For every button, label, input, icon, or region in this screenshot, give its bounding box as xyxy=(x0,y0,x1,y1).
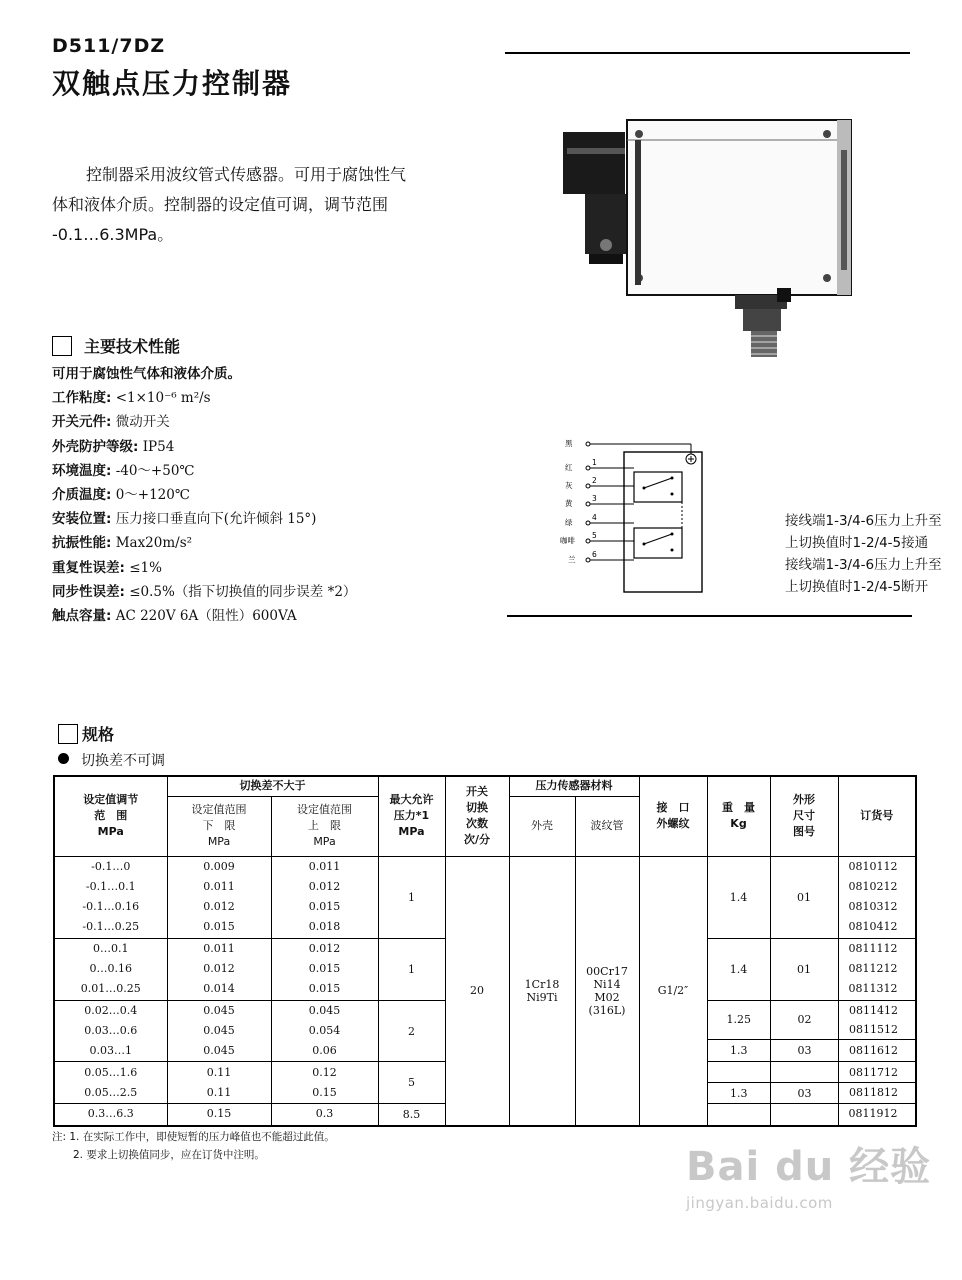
lower-cell: 0.009 0.011 0.012 0.015 xyxy=(167,856,271,938)
col-header-switch-count: 开关 切换 次数 次/分 xyxy=(445,776,509,856)
spec-subheading: 切换差不可调 xyxy=(58,750,165,770)
footnote: 2. 要求上切换值同步，应在订货中注明。 xyxy=(52,1149,265,1161)
spec-row: 触点容量: AC 220V 6A（阻性）600VA xyxy=(52,608,297,625)
section-box-icon xyxy=(58,724,78,744)
drawing-cell: 03 xyxy=(771,1039,839,1061)
max-pressure-cell: 5 xyxy=(378,1062,445,1104)
range-cell: -0.1…0 -0.1…0.1 -0.1…0.16 -0.1…0.25 xyxy=(54,856,167,938)
upper-cell: 0.045 0.054 0.06 xyxy=(271,1000,378,1062)
range-cell: 0.02…0.4 0.03…0.6 0.03…1 xyxy=(54,1000,167,1062)
terminal-number: 6 xyxy=(592,550,597,559)
product-photo xyxy=(555,110,875,370)
wiring-note: 接线端1-3/4-6压力上升至 xyxy=(785,513,942,529)
bullet-icon xyxy=(58,753,69,764)
model-number: D511/7DZ xyxy=(52,35,166,57)
watermark xyxy=(686,1135,931,1212)
lower-cell: 0.045 0.045 0.045 xyxy=(167,1000,271,1062)
spec-row: 工作粘度: <1×10⁻⁶ m²/s xyxy=(52,390,211,407)
lower-cell: 0.11 0.11 xyxy=(167,1062,271,1104)
footnotes xyxy=(52,1128,335,1164)
range-cell: 0…0.1 0…0.16 0.01…0.25 xyxy=(54,938,167,1000)
weight-cell: 1.3 xyxy=(708,1039,771,1061)
housing-cell: 1Cr18 Ni9Ti xyxy=(509,856,575,1126)
wire-label: 灰 xyxy=(565,481,573,490)
intro-paragraph xyxy=(52,160,462,250)
lower-cell: 0.011 0.012 0.014 xyxy=(167,938,271,1000)
spec-list xyxy=(52,362,356,628)
upper-cell: 0.011 0.012 0.015 0.018 xyxy=(271,856,378,938)
wiring-note: 上切换值时1-2/4-5断开 xyxy=(785,579,929,595)
weight-cell: 1.4 xyxy=(707,938,770,1000)
section-title: 主要技术性能 xyxy=(84,337,181,356)
col-header-upper: 设定值范围 上 限 MPa xyxy=(271,796,378,856)
drawing-cell: 01 xyxy=(770,856,838,938)
order-cell: 0811812 xyxy=(849,1086,898,1100)
col-header-sensor-group: 压力传感器材料 xyxy=(509,776,639,796)
intro-line: 体和液体介质。控制器的设定值可调，调节范围 xyxy=(52,195,389,214)
spec-table xyxy=(53,775,917,1127)
col-header-diff-group: 切换差不大于 xyxy=(167,776,378,796)
watermark-url: jingyan.baidu.com xyxy=(686,1194,833,1212)
wiring-note: 上切换值时1-2/4-5接通 xyxy=(785,535,929,551)
watermark-brand: Bai du 经验 xyxy=(686,1144,932,1190)
upper-cell: 0.12 0.15 xyxy=(271,1062,378,1104)
wire-label: 黄 xyxy=(565,499,573,508)
footnote: 注: 1. 在实际工作中，即使短暂的压力峰值也不能超过此值。 xyxy=(52,1131,335,1143)
max-pressure-cell: 1 xyxy=(378,938,445,1000)
wiring-note: 接线端1-3/4-6压力上升至 xyxy=(785,557,942,573)
header-rule xyxy=(505,52,910,54)
page-title: 双触点压力控制器 xyxy=(52,67,293,100)
spec-row: 同步性误差: ≤0.5%（指下切换值的同步误差 *2） xyxy=(52,583,357,600)
upper-cell: 0.012 0.015 0.015 xyxy=(271,938,378,1000)
max-pressure-cell: 8.5 xyxy=(378,1104,445,1126)
wire-label: 咖啡 xyxy=(560,536,575,545)
lower-cell: 0.15 xyxy=(167,1104,271,1126)
weight-subtable xyxy=(708,1001,917,1062)
spec-row: 介质温度: 0～+120℃ xyxy=(52,487,190,504)
wire-label: 红 xyxy=(565,463,573,472)
section-rule xyxy=(507,615,912,617)
spec-lead: 可用于腐蚀性气体和液体介质。 xyxy=(52,366,241,382)
order-cell: 0811612 xyxy=(849,1043,898,1057)
order-cell: 0811912 xyxy=(838,1104,916,1126)
drawing-cell: 02 xyxy=(771,1001,839,1040)
range-cell: 0.3…6.3 xyxy=(54,1104,167,1126)
wiring-notes xyxy=(785,510,942,598)
weight-cell: 1.4 xyxy=(707,856,770,938)
bellows-cell: 00Cr17 Ni14 M02 (316L) xyxy=(575,856,639,1126)
drawing-cell: 01 xyxy=(770,938,838,1000)
wire-label: 绿 xyxy=(565,518,573,527)
range-cell: 0.05…1.6 0.05…2.5 xyxy=(54,1062,167,1104)
col-header-thread: 接 口 外螺纹 xyxy=(639,776,707,856)
weight-subtable xyxy=(708,1062,917,1103)
wiring-diagram xyxy=(560,432,710,597)
spec-row: 抗振性能: Max20m/s² xyxy=(52,535,193,552)
weight-cell: 1.25 xyxy=(708,1001,771,1040)
weight-cell: 1.3 xyxy=(708,1082,771,1103)
spec-row: 重复性误差: ≤1% xyxy=(52,559,162,576)
wire-label: 黑 xyxy=(565,439,573,448)
spec-row: 外壳防护等级: IP54 xyxy=(52,438,175,455)
terminal-number: 3 xyxy=(592,494,597,503)
weight-subgroup xyxy=(707,1062,916,1104)
section-heading-performance xyxy=(52,334,180,357)
spec-row: 安装位置: 压力接口垂直向下(允许倾斜 15°) xyxy=(52,511,317,528)
wire-label: 兰 xyxy=(568,555,576,564)
section-box-icon xyxy=(52,336,72,356)
terminal-number: 4 xyxy=(592,513,597,522)
col-header-range: 设定值调节 范 围 MPa xyxy=(54,776,167,856)
section-title: 规格 xyxy=(82,725,115,744)
col-header-bellows: 波纹管 xyxy=(575,796,639,856)
col-header-weight: 重 量 Kg xyxy=(707,776,770,856)
spec-row: 环境温度: -40～+50℃ xyxy=(52,462,195,479)
spec-row: 开关元件: 微动开关 xyxy=(52,414,170,431)
terminal-number: 2 xyxy=(592,476,597,485)
col-header-lower: 设定值范围 下 限 MPa xyxy=(167,796,271,856)
order-cell: 0811412 0811512 xyxy=(839,1001,917,1040)
weight-subgroup xyxy=(707,1000,916,1062)
order-cell: 0810112 0810212 0810312 0810412 xyxy=(838,856,916,938)
col-header-order: 订货号 xyxy=(838,776,916,856)
order-cell: 0811112 0811212 0811312 xyxy=(838,938,916,1000)
terminal-number: 5 xyxy=(592,531,597,540)
section-heading-specs xyxy=(58,722,114,745)
max-pressure-cell: 2 xyxy=(378,1000,445,1062)
upper-cell: 0.3 xyxy=(271,1104,378,1126)
col-header-housing: 外壳 xyxy=(509,796,575,856)
col-header-max-pressure: 最大允许 压力*1 MPa xyxy=(378,776,445,856)
col-header-drawing: 外形 尺寸 图号 xyxy=(770,776,838,856)
order-cell: 0811712 xyxy=(839,1062,917,1082)
intro-line: 控制器采用波纹管式传感器。可用于腐蚀性气 xyxy=(86,165,407,184)
intro-line: -0.1…6.3MPa。 xyxy=(52,225,174,244)
terminal-number: 1 xyxy=(592,458,597,467)
thread-cell: G1/2″ xyxy=(639,856,707,1126)
max-pressure-cell: 1 xyxy=(378,856,445,938)
switch-count-cell: 20 xyxy=(445,856,509,1126)
drawing-cell: 03 xyxy=(771,1082,839,1103)
